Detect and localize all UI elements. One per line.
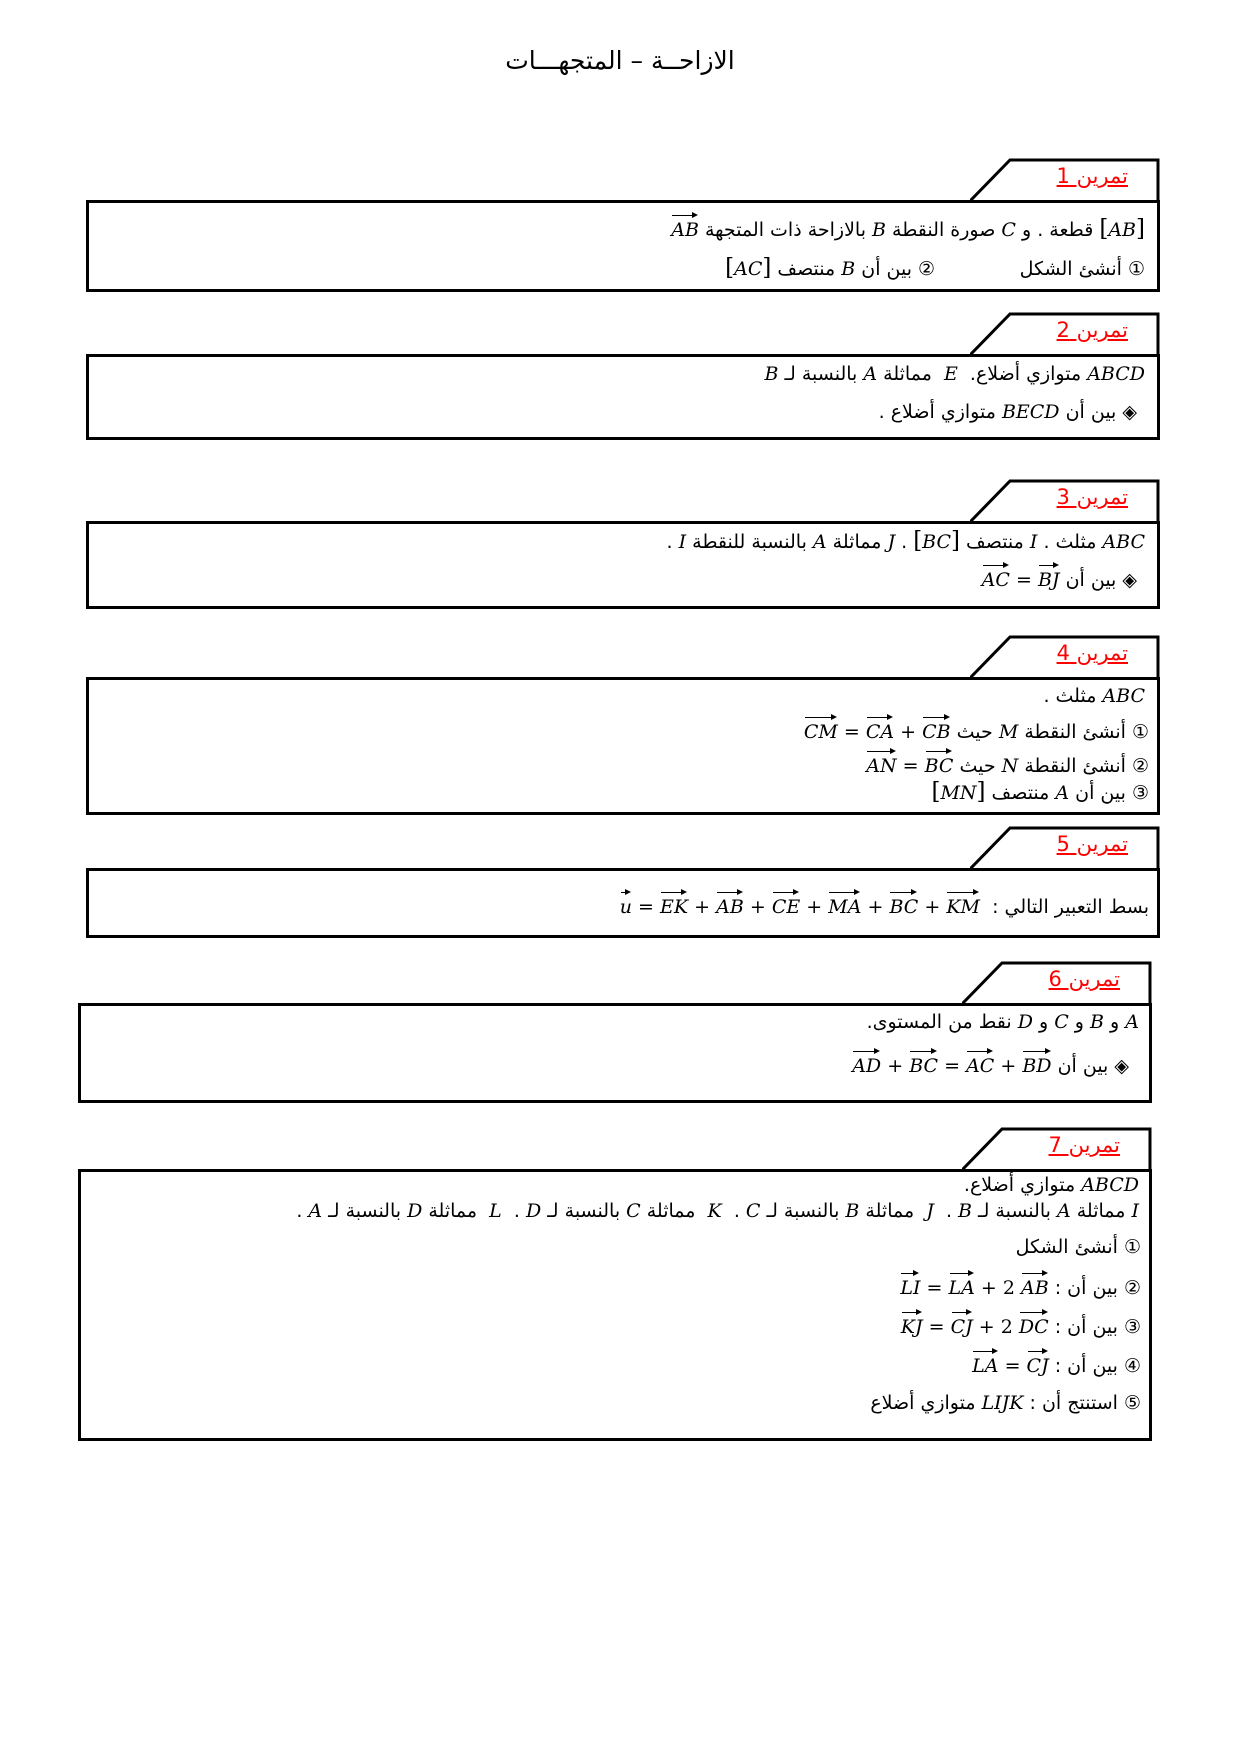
exercise-6 xyxy=(78,961,1152,1103)
exercise-statement: [AB] قطعة . و C صورة النقطة B بالازاحة ذات المتجهة AB xyxy=(671,216,1145,242)
exercise-label: تمرين 5 xyxy=(1056,832,1128,856)
exercise-4 xyxy=(86,635,1160,815)
exercise-statement: A و B و C و D نقط من المستوى. xyxy=(866,1011,1139,1033)
exercise-box xyxy=(86,354,1160,440)
exercise-tab xyxy=(970,479,1160,523)
exercise-tab xyxy=(962,1127,1152,1171)
exercise-label: تمرين 6 xyxy=(1048,967,1120,991)
exercise-tab xyxy=(970,158,1160,202)
exercise-question: ◈ بين أن AC = BJ xyxy=(982,564,1137,593)
exercise-question: ④ بين أن : LA = CJ xyxy=(972,1350,1141,1379)
exercise-tab xyxy=(962,961,1152,1005)
exercise-question: ③ بين أن A منتصف [MN] xyxy=(931,779,1149,805)
exercise-question: ② بين أن : LI = LA + 2 AB xyxy=(900,1272,1141,1301)
exercise-tab xyxy=(970,826,1160,870)
exercise-box xyxy=(86,200,1160,292)
exercise-statement: ABCD متوازي أضلاع. xyxy=(963,1174,1139,1196)
exercise-5 xyxy=(86,826,1160,938)
exercise-1 xyxy=(86,158,1160,292)
exercise-box xyxy=(86,521,1160,609)
exercise-question: ① أنشئ النقطة M حيث CM = CA + CB xyxy=(804,716,1149,745)
exercise-box xyxy=(86,677,1160,815)
exercise-7 xyxy=(78,1127,1152,1441)
exercise-question: ① أنشئ الشكل xyxy=(1015,1236,1141,1258)
exercise-question: ② أنشئ النقطة N حيث AN = BC xyxy=(866,750,1149,779)
exercise-tab xyxy=(970,635,1160,679)
exercise-question: ◈ بين أن AD + BC = AC + BD xyxy=(852,1050,1129,1079)
exercise-label: تمرين 7 xyxy=(1048,1133,1120,1157)
exercise-box xyxy=(86,868,1160,938)
exercise-3 xyxy=(86,479,1160,609)
exercise-label: تمرين 4 xyxy=(1056,641,1128,665)
exercise-statement: ABCD متوازي أضلاع. E مماثلة A بالنسبة لـ B xyxy=(764,363,1145,385)
exercise-statement: I مماثلة A بالنسبة لـ B . J مماثلة B بالنسبة لـ C . K مماثلة C بالنسبة لـ D . L مماثلة D بالنسبة لـ A . xyxy=(296,1200,1139,1222)
exercise-question: ③ بين أن : KJ = CJ + 2 DC xyxy=(901,1311,1141,1340)
exercise-question: ① أنشئ الشكل ② بين أن B منتصف [AC] xyxy=(725,255,1145,281)
page-title: الازاحــة – المتجهـــات xyxy=(505,46,735,75)
exercise-box xyxy=(78,1169,1152,1441)
exercise-label: تمرين 3 xyxy=(1056,485,1128,509)
exercise-question: ◈ بين أن BECD متوازي أضلاع . xyxy=(878,401,1137,423)
exercise-question: بسط التعبير التالي : u = EK + AB + CE + MA + BC + KM xyxy=(620,891,1149,920)
exercise-question: ⑤ استنتج أن : LIJK متوازي أضلاع xyxy=(870,1392,1141,1414)
exercise-statement: ABC مثلث . I منتصف [BC] . J مماثلة A بالنسبة للنقطة I . xyxy=(666,528,1145,554)
exercise-statement: ABC مثلث . xyxy=(1043,685,1145,707)
exercise-box xyxy=(78,1003,1152,1103)
exercise-tab xyxy=(970,312,1160,356)
exercise-label: تمرين 1 xyxy=(1056,164,1128,188)
exercise-2 xyxy=(86,312,1160,440)
exercise-label: تمرين 2 xyxy=(1056,318,1128,342)
